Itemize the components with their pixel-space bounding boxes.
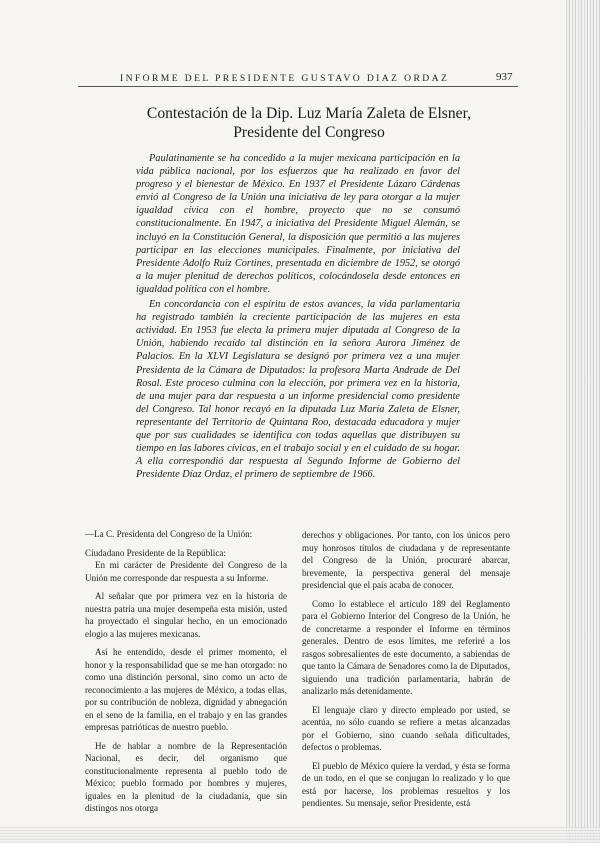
body-paragraph: Al señalar que por primera vez en la historia de nuestra patria una mujer desempeña esta misión, usted ha proyectado el singular hecho, en un emocionado elogio a las mujeres mexicanas. <box>85 591 287 639</box>
speaker-line: —La C. Presidenta del Congreso de la Unión: <box>85 529 253 539</box>
left-column <box>85 528 287 821</box>
intro-paragraph: Paulatinamente se ha concedido a la mujer mexicana participación en la vida pública nacional, por los esfuerzos que ha realizado en favor del progreso y el bienestar de México. En 1937 el Presidente Lázaro Cárdenas envió al Congreso de la Unión una iniciativa de ley para otorgar a la mujer igualdad cívica con el hombre, proyecto que no se consumó constitucionalmente. En 1947, a iniciativa del Presidente Miguel Alemán, se incluyó en la Constitución General, la disposición que permitió a las mujeres participar en las elecciones municipales. Finalmente, por iniciativa del Presidente Adolfo Ruiz Cortines, presentada en diciembre de 1952, se otorgó a la mujer plenitud de derechos políticos, colocándosela desde entonces en igualdad política con el hombre. <box>136 153 460 295</box>
body-paragraph: derechos y obligaciones. Por tanto, con los únicos pero muy honrosos títulos de ciudadana y de representante del Congreso de la Unión, procuraré abarcar, brevemente, la perspectiva general del mensaje presidencial que el país acaba de conocer. <box>302 530 510 590</box>
body-paragraph: El lenguaje claro y directo empleado por usted, se acentúa, no sólo cuando se refiere a metas alcanzadas por el Gobierno, sino cuando señala dificultades, defectos o problemas. <box>302 704 510 752</box>
body-paragraph: He de hablar a nombre de la Representación Nacional, es decir, del organismo que constitucionalmente representa al pueblo todo de México; pueblo formado por hombres y mujeres, iguales en la plenitud de la ciudadanía, que sin distingos nos otorga <box>85 740 287 813</box>
intro-paragraph: En concordancia con el espíritu de estos avances, la vida parlamentaria ha registrado también la creciente participación de las mujeres en esta actividad. En 1953 fue electa la primera mujer diputada al Congreso de la Unión, habiendo recaído tal distinción en la señora Aurora Jiménez de Palacios. En la XLVI Legislatura se designó por primera vez a una mujer Presidenta de la Cámara de Diputados: la profesora Marta Andrade de Del Rosal. Este proceso culmina con la elección, por primera vez en la historia, de una mujer para dar respuesta a un informe presidencial como presidente del Congreso. Tal honor recayó en la diputada Luz María Zaleta de Elsner, representante del Territorio de Quintana Roo, destacada educadora y mujer que por sus cualidades se identifica con todas aquellas que distribuyen su tiempo en las labores cívicas, en el trabajo social y en el cuidado de su hogar. A ella correspondió dar respuesta al Segundo Informe de Gobierno del Presidente Díaz Ordaz, el primero de septiembre de 1966. <box>136 299 460 481</box>
salutation: Ciudadano Presidente de la República: <box>85 547 226 558</box>
intro-text <box>136 152 460 481</box>
section-title <box>96 104 522 142</box>
title-line-1: Contestación de la Dip. Luz María Zaleta de Elsner, <box>146 105 472 122</box>
body-paragraph: Así he entendido, desde el primer momento, el honor y la responsabilidad que se me han otorgado: no como una distinción personal, sino como un acto de reconocimiento a las mujeres de México, a todas ellas, por su contribución de nobleza, dignidad y abnegación en el seno de la familia, en el trabajo y en las grandes empresas patrióticas de nuestro pueblo. <box>85 647 287 732</box>
running-header: INFORME DEL PRESIDENTE GUSTAVO DIAZ ORDAZ <box>120 73 450 84</box>
body-paragraph: En mi carácter de Presidente del Congreso de la Unión me corresponde dar respuesta a su Informe. <box>85 560 287 583</box>
body-paragraph: Como lo establece el artículo 189 del Reglamento para el Gobierno Interior del Congreso de la Unión, he de concretarme a responder el Informe en términos generales. Dentro de esos límites, me referiré a los rasgos sobresalientes de este documento, a sabiendas de que tanto la Cámara de Senadores como la de Diputados, siguiendo una tradición parlamentaria, habrán de analizarlo más detenidamente. <box>302 598 510 696</box>
scan-edge-bottom <box>0 827 600 843</box>
title-line-2: Presidente del Congreso <box>233 124 385 141</box>
right-column <box>302 529 510 816</box>
page-number: 937 <box>496 71 513 83</box>
body-paragraph: El pueblo de México quiere la verdad, y ésta se forma de un todo, en el que se conjugan lo realizado y lo que está por hacerse, los problemas resueltos y los pendientes. Su mensaje, señor Presidente, está <box>302 760 510 808</box>
header-rule <box>78 86 518 87</box>
scan-edge-right <box>566 0 600 843</box>
